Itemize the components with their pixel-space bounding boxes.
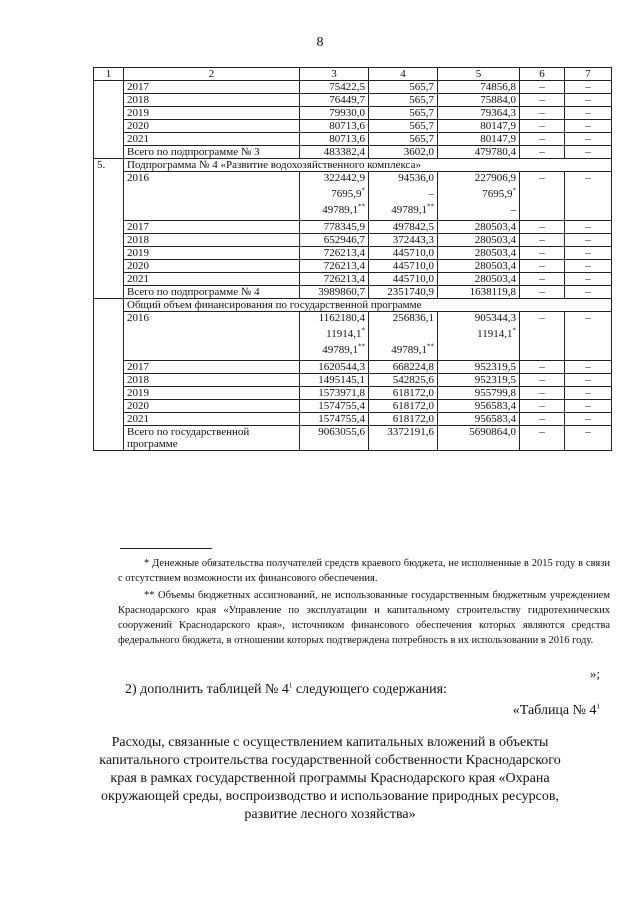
year-cell: 2018 [124, 374, 300, 387]
footnote-mark: ** [358, 342, 365, 351]
value-cell: – [565, 413, 612, 426]
table-row [94, 361, 612, 374]
value-cell: – [565, 361, 612, 374]
stacked-value-text: 49789,1 [322, 204, 358, 216]
row-number: 5. [94, 159, 124, 299]
stacked-values [441, 312, 516, 360]
value-cell: 497842,5 [369, 221, 438, 234]
value-cell: 618172,0 [369, 387, 438, 400]
year-cell: 2016 [124, 172, 300, 221]
stacked-values [303, 172, 365, 220]
stacked-value-text: 49789,1 [322, 344, 358, 356]
value-cell: – [565, 400, 612, 413]
stacked-value [441, 188, 516, 204]
value-cell: – [565, 374, 612, 387]
value-cell: 80713,6 [300, 133, 369, 146]
value-cell: 280503,4 [438, 273, 520, 286]
value-cell: 565,7 [369, 107, 438, 120]
stacked-value [303, 172, 365, 188]
value-cell: 565,7 [369, 133, 438, 146]
table-row [94, 260, 612, 273]
value-cell: 3602,0 [369, 146, 438, 159]
value-cell: – [520, 273, 565, 286]
table-row [94, 221, 612, 234]
stacked-values [372, 172, 434, 220]
column-header: 7 [565, 68, 612, 81]
value-cell [300, 172, 369, 221]
value-cell: 1573971,8 [300, 387, 369, 400]
total-row [94, 426, 612, 451]
column-header: 5 [438, 68, 520, 81]
stacked-value [372, 344, 434, 360]
value-cell: 74856,8 [438, 81, 520, 94]
value-cell: 479780,4 [438, 146, 520, 159]
footnote-mark: ** [427, 342, 434, 351]
value-cell [369, 172, 438, 221]
year-cell: 2019 [124, 387, 300, 400]
year-cell: 2021 [124, 273, 300, 286]
year-cell: 2018 [124, 94, 300, 107]
table-header-row [94, 68, 612, 81]
value-cell: 955799,8 [438, 387, 520, 400]
value-cell: 79364,3 [438, 107, 520, 120]
value-cell: 726213,4 [300, 260, 369, 273]
table-row [94, 120, 612, 133]
value-cell: 1638119,8 [438, 286, 520, 299]
value-cell: 726213,4 [300, 273, 369, 286]
value-cell: 75422,5 [300, 81, 369, 94]
value-cell: 618172,0 [369, 413, 438, 426]
subtotal-row [94, 146, 612, 159]
value-cell: – [520, 361, 565, 374]
value-cell: 80147,9 [438, 120, 520, 133]
value-cell: – [520, 260, 565, 273]
value-cell: – [520, 221, 565, 234]
year-cell: 2018 [124, 234, 300, 247]
stacked-value [372, 172, 434, 188]
stacked-value-text: 227906,9 [474, 172, 516, 184]
table-label-sup: 1 [596, 702, 600, 711]
value-cell: – [520, 247, 565, 260]
value-cell [369, 312, 438, 361]
column-header: 4 [369, 68, 438, 81]
stacked-value [372, 188, 434, 204]
footnote-mark: * [361, 186, 365, 195]
value-cell: – [565, 312, 612, 361]
stacked-value [303, 344, 365, 360]
table-row [94, 94, 612, 107]
value-cell: – [565, 273, 612, 286]
stacked-value-text: 7695,9 [482, 188, 513, 200]
value-cell: – [520, 286, 565, 299]
value-cell: 280503,4 [438, 221, 520, 234]
table-row [94, 107, 612, 120]
column-header: 3 [300, 68, 369, 81]
value-cell: – [565, 221, 612, 234]
year-cell: 2020 [124, 120, 300, 133]
year-cell: 2019 [124, 107, 300, 120]
footnote-mark: * [512, 326, 516, 335]
stacked-value [303, 204, 365, 220]
year-cell: 2016 [124, 312, 300, 361]
value-cell: – [565, 260, 612, 273]
subprogram-title: Подпрограмма № 4 «Развитие водохозяйственного комплекса» [124, 159, 612, 172]
value-cell: 80713,6 [300, 120, 369, 133]
table-label [513, 703, 600, 719]
value-cell: – [565, 247, 612, 260]
value-cell: 956583,4 [438, 400, 520, 413]
year-cell: 2020 [124, 400, 300, 413]
overall-title-row [94, 299, 612, 312]
stacked-value-text: – [428, 188, 434, 200]
value-cell: – [565, 234, 612, 247]
value-cell: 565,7 [369, 94, 438, 107]
stacked-value-text: 11914,1 [477, 328, 513, 340]
subtotal-row [94, 286, 612, 299]
table-row [94, 133, 612, 146]
row-number [94, 299, 124, 451]
value-cell: 956583,4 [438, 413, 520, 426]
value-cell: 726213,4 [300, 247, 369, 260]
value-cell: 952319,5 [438, 374, 520, 387]
value-cell: – [520, 374, 565, 387]
subtotal-label: Всего по подпрограмме № 3 [124, 146, 300, 159]
year-cell: 2017 [124, 221, 300, 234]
stacked-values [441, 172, 516, 220]
value-cell: 1620544,3 [300, 361, 369, 374]
value-cell: 1574755,4 [300, 400, 369, 413]
value-cell: – [565, 387, 612, 400]
stacked-value-text: 94536,0 [398, 172, 434, 184]
value-cell: – [565, 172, 612, 221]
stacked-value [441, 172, 516, 188]
value-cell: 652946,7 [300, 234, 369, 247]
stacked-values [372, 312, 434, 360]
total-label: Всего по государственной программе [124, 426, 300, 451]
stacked-value-text: 1162180,4 [318, 312, 365, 324]
value-cell: 445710,0 [369, 247, 438, 260]
value-cell: 80147,9 [438, 133, 520, 146]
table-row [94, 234, 612, 247]
table-row [94, 387, 612, 400]
value-cell: 372443,3 [369, 234, 438, 247]
table-row [94, 400, 612, 413]
table-row [94, 374, 612, 387]
table-label-text: «Таблица № 4 [512, 703, 597, 718]
footnote-mark: * [361, 326, 365, 335]
value-cell: – [565, 120, 612, 133]
section-title: Расходы, связанные с осуществлением капитальных вложений в объекты капитального строительства государственной собственности Краснодарского края в рамках государственной программы Краснодарского края «Охрана окружающей среды, воспроизводство и использование природных ресурсов, развитие лесного хозяйства» [99, 735, 561, 822]
closing-quote: »; [589, 666, 600, 681]
table-row [94, 273, 612, 286]
year-cell: 2021 [124, 413, 300, 426]
value-cell: – [520, 413, 565, 426]
amendment-item-2-sup: 1 [288, 681, 293, 690]
value-cell: 778345,9 [300, 221, 369, 234]
year-cell: 2019 [124, 247, 300, 260]
footnote-1: * Денежные обязательства получателей средств краевого бюджета, не исполненные в 2015 году в связи с отсутствием возможности их финансового обеспечения. [118, 558, 610, 584]
stacked-value [441, 328, 516, 344]
footnote-separator [120, 548, 212, 549]
subtotal-label: Всего по подпрограмме № 4 [124, 286, 300, 299]
value-cell: 565,7 [369, 120, 438, 133]
value-cell: – [520, 234, 565, 247]
value-cell: 2351740,9 [369, 286, 438, 299]
value-cell: 445710,0 [369, 260, 438, 273]
value-cell [438, 172, 520, 221]
value-cell [438, 312, 520, 361]
stacked-value [441, 312, 516, 328]
column-header: 6 [520, 68, 565, 81]
table-row-2016 [94, 312, 612, 361]
stacked-value-text: 905344,3 [474, 312, 516, 324]
value-cell: 3989860,7 [300, 286, 369, 299]
value-cell: – [520, 312, 565, 361]
value-cell: 280503,4 [438, 247, 520, 260]
table-row-2016 [94, 172, 612, 221]
stacked-value [372, 328, 434, 344]
value-cell: 952319,5 [438, 361, 520, 374]
value-cell: 3372191,6 [369, 426, 438, 451]
value-cell: 76449,7 [300, 94, 369, 107]
value-cell [300, 312, 369, 361]
table-row [94, 247, 612, 260]
stacked-value [441, 204, 516, 220]
stacked-value [303, 312, 365, 328]
year-cell: 2020 [124, 260, 300, 273]
row-number [94, 81, 124, 159]
value-cell: 9063055,6 [300, 426, 369, 451]
value-cell: – [520, 107, 565, 120]
value-cell: 618172,0 [369, 400, 438, 413]
value-cell: 280503,4 [438, 260, 520, 273]
footnote-mark: ** [427, 202, 434, 211]
value-cell: – [520, 120, 565, 133]
value-cell: 565,7 [369, 81, 438, 94]
value-cell: 542825,6 [369, 374, 438, 387]
stacked-value-text: 49789,1 [391, 344, 427, 356]
value-cell: – [520, 133, 565, 146]
value-cell: 79930,0 [300, 107, 369, 120]
stacked-value-text: 256836,1 [392, 312, 434, 324]
value-cell: – [565, 286, 612, 299]
stacked-value-text: 11914,1 [326, 328, 362, 340]
value-cell: 668224,8 [369, 361, 438, 374]
value-cell: – [520, 426, 565, 451]
footnote-mark: * [512, 186, 516, 195]
value-cell: – [520, 146, 565, 159]
footnote-mark: ** [358, 202, 365, 211]
value-cell: – [565, 133, 612, 146]
stacked-value-text: 7695,9 [331, 188, 362, 200]
stacked-value [303, 188, 365, 204]
stacked-value-text: – [510, 204, 516, 216]
table-row [94, 81, 612, 94]
table-row [94, 413, 612, 426]
stacked-value [372, 312, 434, 328]
amendment-item-2-text: 2) дополнить таблицей № 4 [125, 682, 289, 697]
amendment-item-2 [125, 682, 447, 698]
footnote-2: ** Объемы бюджетных ассигнований, не использованные государственным бюджетным учреждением Краснодарского края «Управление по эксплуатации и капитальному строительству гидротехнических сооружений Краснодарского края», источником финансового обеспечения которых являются средства федерального бюджета, в отношении которых подтверждена потребность в их использовании в 2016 году. [118, 590, 610, 646]
stacked-values [303, 312, 365, 360]
value-cell: – [565, 146, 612, 159]
year-cell: 2017 [124, 81, 300, 94]
subprogram-title-row [94, 159, 612, 172]
financing-table [93, 67, 612, 451]
page-number: 8 [316, 35, 324, 50]
amendment-item-2-tail: следующего содержания: [292, 682, 447, 697]
value-cell: 1495145,1 [300, 374, 369, 387]
value-cell: – [520, 81, 565, 94]
year-cell: 2017 [124, 361, 300, 374]
value-cell: – [565, 426, 612, 451]
value-cell: 280503,4 [438, 234, 520, 247]
stacked-value [372, 204, 434, 220]
value-cell: – [520, 387, 565, 400]
year-cell: 2021 [124, 133, 300, 146]
column-header: 2 [124, 68, 300, 81]
value-cell: 445710,0 [369, 273, 438, 286]
overall-title: Общий объем финансирования по государственной программе [124, 299, 612, 312]
value-cell: – [520, 172, 565, 221]
value-cell: – [565, 94, 612, 107]
stacked-value-text: 322442,9 [323, 172, 365, 184]
stacked-value-text: 49789,1 [391, 204, 427, 216]
column-header: 1 [94, 68, 124, 81]
value-cell: 1574755,4 [300, 413, 369, 426]
stacked-value [303, 328, 365, 344]
value-cell: – [520, 94, 565, 107]
value-cell: – [565, 107, 612, 120]
value-cell: – [565, 81, 612, 94]
stacked-value [441, 344, 516, 360]
value-cell: 5690864,0 [438, 426, 520, 451]
value-cell: 75884,0 [438, 94, 520, 107]
value-cell: 483382,4 [300, 146, 369, 159]
value-cell: – [520, 400, 565, 413]
